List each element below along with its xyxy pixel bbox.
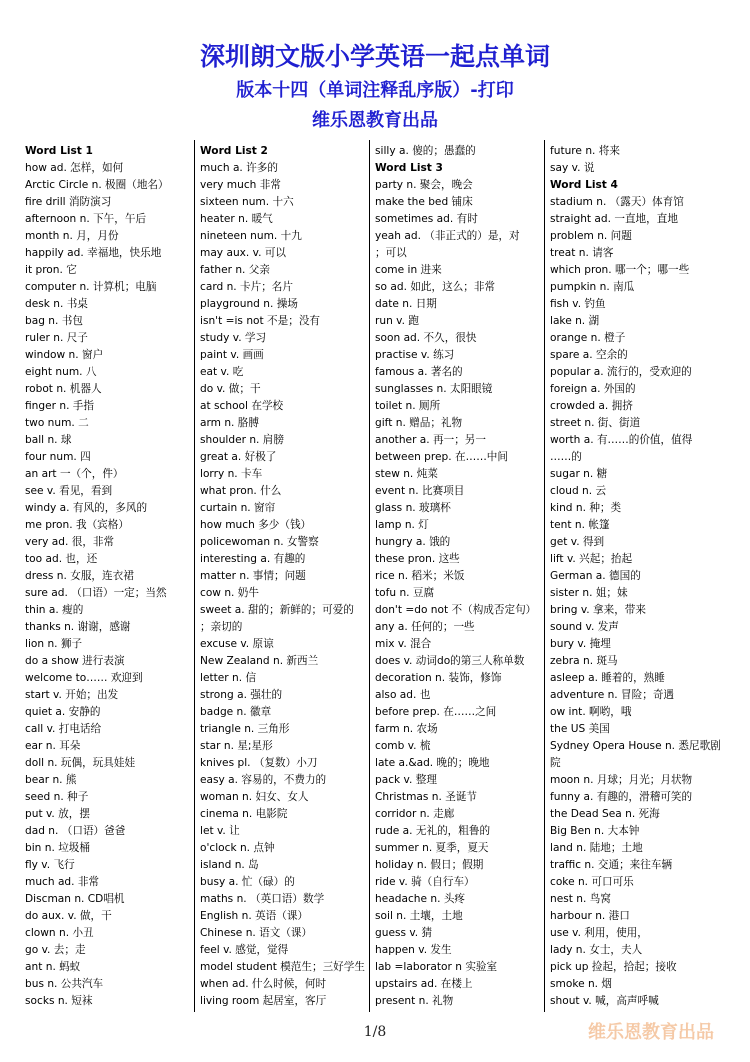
- word-entry: smoke n. 烟: [550, 978, 613, 990]
- word-entry: nineteen num. 十九: [200, 230, 302, 242]
- word-entry: adventure n. 冒险；奇遇: [550, 689, 675, 701]
- word-entry: go v. 去；走: [25, 944, 86, 956]
- word-entry: soil n. 土壤，土地: [375, 910, 463, 922]
- word-entry: fish v. 钓鱼: [550, 298, 606, 310]
- word-entry: how much 多少（钱）: [200, 519, 312, 531]
- word-entry: Discman n. CD唱机: [25, 893, 125, 905]
- word-entry: get v. 得到: [550, 536, 605, 548]
- word-column-4: [550, 143, 721, 1010]
- word-entry: o'clock n. 点钟: [200, 842, 275, 854]
- word-list-heading: Word List 1: [25, 145, 93, 157]
- word-entry: future n. 将来: [550, 145, 620, 157]
- word-entry: bear n. 熊: [25, 774, 77, 786]
- word-entry: bring v. 拿来，带来: [550, 604, 646, 616]
- word-entry: shoulder n. 肩膀: [200, 434, 284, 446]
- word-entry: very ad. 很，非常: [25, 536, 115, 548]
- word-entry: rice n. 稻米；米饭: [375, 570, 465, 582]
- word-entry: cow n. 奶牛: [200, 587, 259, 599]
- word-entry: upstairs ad. 在楼上: [375, 978, 473, 990]
- word-entry: worth a. 有……的价值，值得: [550, 434, 693, 446]
- word-entry: funny a. 有趣的，滑稽可笑的: [550, 791, 693, 803]
- word-entry: seed n. 种子: [25, 791, 89, 803]
- word-entry: ball n. 球: [25, 434, 72, 446]
- word-entry: cloud n. 云: [550, 485, 607, 497]
- word-entry: ear n. 耳朵: [25, 740, 81, 752]
- word-entry: ……的: [550, 451, 582, 463]
- word-entry: sweet a. 甜的；新鲜的；可爱的: [200, 604, 354, 616]
- word-entry: gift n. 赠品；礼物: [375, 417, 463, 429]
- word-entry: lion n. 狮子: [25, 638, 83, 650]
- word-entry: welcome to…… 欢迎到: [25, 672, 143, 684]
- word-entry: easy a. 容易的，不费力的: [200, 774, 327, 786]
- word-entry: land n. 陆地；土地: [550, 842, 643, 854]
- word-entry: ；亲切的: [200, 621, 243, 633]
- word-entry: afternoon n. 下午，午后: [25, 213, 147, 225]
- word-entry: father n. 父亲: [200, 264, 270, 276]
- word-entry: run v. 跑: [375, 315, 419, 327]
- word-entry: headache n. 头疼: [375, 893, 466, 905]
- word-entry: an art 一（个，件）: [25, 468, 124, 480]
- word-entry: heater n. 暖气: [200, 213, 273, 225]
- word-entry: famous a. 著名的: [375, 366, 463, 378]
- word-entry: orange n. 橙子: [550, 332, 626, 344]
- word-entry: start v. 开始；出发: [25, 689, 119, 701]
- word-entry: pumpkin n. 南瓜: [550, 281, 635, 293]
- word-entry: ant n. 蚂蚁: [25, 961, 81, 973]
- word-entry: isn't =is not 不是；没有: [200, 315, 321, 327]
- word-entry: sister n. 姐；妹: [550, 587, 628, 599]
- column-divider: [544, 140, 545, 1012]
- word-entry: bus n. 公共汽车: [25, 978, 104, 990]
- word-entry: ow int. 啊哟，哦: [550, 706, 632, 718]
- word-entry: ruler n. 尺子: [25, 332, 88, 344]
- word-entry: Chinese n. 语文（课）: [200, 927, 313, 939]
- word-entry: at school 在学校: [200, 400, 284, 412]
- word-entry: maths n. （英口语）数学: [200, 893, 325, 905]
- word-entry: doll n. 玩偶，玩具娃娃: [25, 757, 136, 769]
- word-entry: sunglasses n. 太阳眼镜: [375, 383, 493, 395]
- word-column-1: [25, 143, 193, 1010]
- word-entry: sound v. 发声: [550, 621, 619, 633]
- word-entry: ；可以: [375, 247, 407, 259]
- word-entry: traffic n. 交通；来往车辆: [550, 859, 673, 871]
- word-entry: straight ad. 一直地，直地: [550, 213, 678, 225]
- word-entry: windy a. 有风的，多风的: [25, 502, 148, 514]
- word-column-2: [200, 143, 368, 1010]
- word-entry: much ad. 非常: [25, 876, 100, 888]
- word-entry: decoration n. 装饰，修饰: [375, 672, 502, 684]
- word-entry: hungry a. 饿的: [375, 536, 451, 548]
- word-entry: quiet a. 安静的: [25, 706, 101, 718]
- word-entry: thanks n. 谢谢，感谢: [25, 621, 131, 633]
- word-entry: rude a. 无礼的，粗鲁的: [375, 825, 491, 837]
- word-entry: two num. 二: [25, 417, 89, 429]
- word-entry: Sydney Opera House n. 悉尼歌剧: [550, 740, 721, 752]
- word-entry: which pron. 哪一个；哪一些: [550, 264, 690, 276]
- publisher-line: 维乐恩教育出品: [312, 110, 438, 131]
- word-entry: any a. 任何的；一些: [375, 621, 475, 633]
- word-entry: cinema n. 电影院: [200, 808, 288, 820]
- word-entry: excuse v. 原谅: [200, 638, 274, 650]
- word-entry: much a. 许多的: [200, 162, 278, 174]
- word-list-heading: Word List 4: [550, 179, 618, 191]
- word-entry: dress n. 女服，连衣裙: [25, 570, 134, 582]
- word-entry: knives pl. （复数）小刀: [200, 757, 318, 769]
- word-entry: also ad. 也: [375, 689, 431, 701]
- word-entry: stew n. 炖菜: [375, 468, 438, 480]
- word-entry: four num. 四: [25, 451, 91, 463]
- word-entry: model student 模范生；三好学生: [200, 961, 365, 973]
- word-entry: star n. 星;星形: [200, 740, 273, 752]
- word-entry: asleep a. 睡着的，熟睡: [550, 672, 665, 684]
- word-entry: see v. 看见，看到: [25, 485, 113, 497]
- word-entry: fly v. 飞行: [25, 859, 75, 871]
- word-entry: sixteen num. 十六: [200, 196, 294, 208]
- word-entry: does v. 动词do的第三人称单数: [375, 655, 525, 667]
- word-entry: summer n. 夏季，夏天: [375, 842, 489, 854]
- word-entry: lorry n. 卡车: [200, 468, 263, 480]
- word-entry: coke n. 可口可乐: [550, 876, 634, 888]
- word-entry: comb v. 梳: [375, 740, 431, 752]
- word-entry: pack v. 整理: [375, 774, 437, 786]
- word-entry: corridor n. 走廊: [375, 808, 455, 820]
- word-list-heading: Word List 2: [200, 145, 268, 157]
- word-entry: another a. 再一；另一: [375, 434, 486, 446]
- word-entry: happily ad. 幸福地，快乐地: [25, 247, 162, 259]
- word-entry: very much 非常: [200, 179, 281, 191]
- word-entry: Big Ben n. 大本钟: [550, 825, 640, 837]
- watermark: 维乐恩教育出品: [588, 1022, 714, 1043]
- word-entry: bury v. 掩埋: [550, 638, 611, 650]
- word-entry: popular a. 流行的，受欢迎的: [550, 366, 692, 378]
- word-entry: card n. 卡片；名片: [200, 281, 293, 293]
- word-entry: bin n. 垃圾桶: [25, 842, 90, 854]
- word-entry: party n. 聚会，晚会: [375, 179, 473, 191]
- word-entry: how ad. 怎样，如何: [25, 162, 124, 174]
- word-entry: computer n. 计算机；电脑: [25, 281, 157, 293]
- word-entry: fire drill 消防演习: [25, 196, 112, 208]
- word-entry: foreign a. 外国的: [550, 383, 636, 395]
- word-entry: late a.&ad. 晚的；晚地: [375, 757, 490, 769]
- word-entry: glass n. 玻璃杯: [375, 502, 451, 514]
- word-entry: say v. 说: [550, 162, 595, 174]
- word-entry: sometimes ad. 有时: [375, 213, 478, 225]
- word-entry: mix v. 混合: [375, 638, 432, 650]
- word-entry: kind n. 种；类: [550, 502, 622, 514]
- word-entry: before prep. 在……之间: [375, 706, 497, 718]
- word-entry: zebra n. 斑马: [550, 655, 618, 667]
- word-entry: use v. 利用，使用，: [550, 927, 648, 939]
- word-entry: ride v. 骑（自行车）: [375, 876, 475, 888]
- word-entry: these pron. 这些: [375, 553, 460, 565]
- word-entry: call v. 打电话给: [25, 723, 102, 735]
- word-entry: great a. 好极了: [200, 451, 277, 463]
- word-entry: New Zealand n. 新西兰: [200, 655, 319, 667]
- word-entry: study v. 学习: [200, 332, 267, 344]
- word-entry: island n. 岛: [200, 859, 259, 871]
- word-entry: month n. 月，月份: [25, 230, 119, 242]
- word-entry: busy a. 忙（碌）的: [200, 876, 295, 888]
- word-entry: curtain n. 窗帘: [200, 502, 276, 514]
- word-entry: lift v. 兴起；抬起: [550, 553, 633, 565]
- word-entry: paint v. 画画: [200, 349, 264, 361]
- word-entry: thin a. 瘦的: [25, 604, 84, 616]
- word-entry: Christmas n. 圣诞节: [375, 791, 478, 803]
- word-entry: toilet n. 厕所: [375, 400, 441, 412]
- word-entry: sure ad. （口语）一定；当然: [25, 587, 167, 599]
- word-entry: living room 起居室，客厅: [200, 995, 327, 1007]
- document-title: 深圳朗文版小学英语一起点单词: [199, 42, 550, 71]
- word-entry: soon ad. 不久，很快: [375, 332, 477, 344]
- word-entry: crowded a. 拥挤: [550, 400, 633, 412]
- word-entry: finger n. 手指: [25, 400, 94, 412]
- word-entry: eight num. 八: [25, 366, 97, 378]
- word-entry: triangle n. 三角形: [200, 723, 290, 735]
- word-entry: the Dead Sea n. 死海: [550, 808, 660, 820]
- word-entry: do aux. v. 做，干: [25, 910, 112, 922]
- word-entry: the US 美国: [550, 723, 610, 735]
- word-entry: socks n. 短袜: [25, 995, 93, 1007]
- word-entry: present n. 礼物: [375, 995, 454, 1007]
- word-entry: between prep. 在……中间: [375, 451, 508, 463]
- word-entry: street n. 街、街道: [550, 417, 641, 429]
- word-entry: put v. 放，摆: [25, 808, 90, 820]
- word-entry: strong a. 强壮的: [200, 689, 283, 701]
- word-entry: lab =laborator n 实验室: [375, 961, 498, 973]
- word-entry: so ad. 如此，这么；非常: [375, 281, 496, 293]
- word-entry: pick up 捡起，拾起；接收: [550, 961, 677, 973]
- column-divider: [194, 140, 195, 1012]
- word-entry: may aux. v. 可以: [200, 247, 287, 259]
- word-entry: policewoman n. 女警察: [200, 536, 319, 548]
- word-entry: farm n. 农场: [375, 723, 438, 735]
- word-entry: me pron. 我（宾格）: [25, 519, 129, 531]
- word-entry: holiday n. 假日；假期: [375, 859, 484, 871]
- word-entry: English n. 英语（课）: [200, 910, 309, 922]
- word-entry: treat n. 请客: [550, 247, 614, 259]
- column-divider: [369, 140, 370, 1012]
- word-entry: silly a. 傻的；愚蠢的: [375, 145, 476, 157]
- word-entry: feel v. 感觉，觉得: [200, 944, 289, 956]
- word-entry: desk n. 书桌: [25, 298, 88, 310]
- word-entry: clown n. 小丑: [25, 927, 94, 939]
- word-entry: lake n. 湖: [550, 315, 600, 327]
- word-entry: letter n. 信: [200, 672, 257, 684]
- word-entry: spare a. 空余的: [550, 349, 628, 361]
- word-entry: robot n. 机器人: [25, 383, 102, 395]
- word-entry: arm n. 胳膊: [200, 417, 259, 429]
- word-entry: lady n. 女士，夫人: [550, 944, 643, 956]
- word-entry: bag n. 书包: [25, 315, 83, 327]
- word-entry: when ad. 什么时候，何时: [200, 978, 327, 990]
- word-entry: practise v. 练习: [375, 349, 455, 361]
- word-entry: date n. 日期: [375, 298, 437, 310]
- word-entry: badge n. 徽章: [200, 706, 272, 718]
- word-entry: German a. 德国的: [550, 570, 641, 582]
- word-entry: it pron. 它: [25, 264, 77, 276]
- word-entry: 院: [550, 757, 561, 769]
- word-entry: Arctic Circle n. 极圈（地名）: [25, 179, 169, 191]
- word-entry: come in 进来: [375, 264, 442, 276]
- word-entry: playground n. 操场: [200, 298, 298, 310]
- word-entry: event n. 比赛项目: [375, 485, 465, 497]
- word-entry: nest n. 鸟窝: [550, 893, 611, 905]
- word-entry: yeah ad. （非正式的）是，对: [375, 230, 520, 242]
- word-entry: eat v. 吃: [200, 366, 244, 378]
- word-entry: matter n. 事情；问题: [200, 570, 306, 582]
- word-entry: stadium n. （露天）体育馆: [550, 196, 684, 208]
- word-entry: lamp n. 灯: [375, 519, 429, 531]
- word-entry: happen v. 发生: [375, 944, 452, 956]
- word-entry: window n. 窗户: [25, 349, 104, 361]
- word-entry: tent n. 帐篷: [550, 519, 610, 531]
- word-entry: do v. 做；干: [200, 383, 261, 395]
- word-entry: problem n. 问题: [550, 230, 632, 242]
- document-subtitle: 版本十四（单词注释乱序版）-打印: [236, 80, 514, 101]
- word-column-3: [375, 143, 543, 1010]
- word-entry: tofu n. 豆腐: [375, 587, 435, 599]
- word-entry: shout v. 喊，高声呼喊: [550, 995, 659, 1007]
- word-entry: sugar n. 糖: [550, 468, 608, 480]
- word-list-heading: Word List 3: [375, 162, 443, 174]
- word-entry: harbour n. 港口: [550, 910, 630, 922]
- word-entry: woman n. 妇女、女人: [200, 791, 309, 803]
- word-entry: make the bed 铺床: [375, 196, 473, 208]
- word-entry: guess v. 猜: [375, 927, 433, 939]
- word-entry: too ad. 也，还: [25, 553, 98, 565]
- word-entry: dad n. （口语）爸爸: [25, 825, 126, 837]
- word-entry: what pron. 什么: [200, 485, 282, 497]
- page-number: 1/8: [363, 1024, 387, 1040]
- word-entry: interesting a. 有趣的: [200, 553, 306, 565]
- word-entry: don't =do not 不（构成否定句）: [375, 604, 537, 616]
- word-entry: moon n. 月球；月光；月状物: [550, 774, 693, 786]
- word-entry: let v. 让: [200, 825, 240, 837]
- word-entry: do a show 进行表演: [25, 655, 125, 667]
